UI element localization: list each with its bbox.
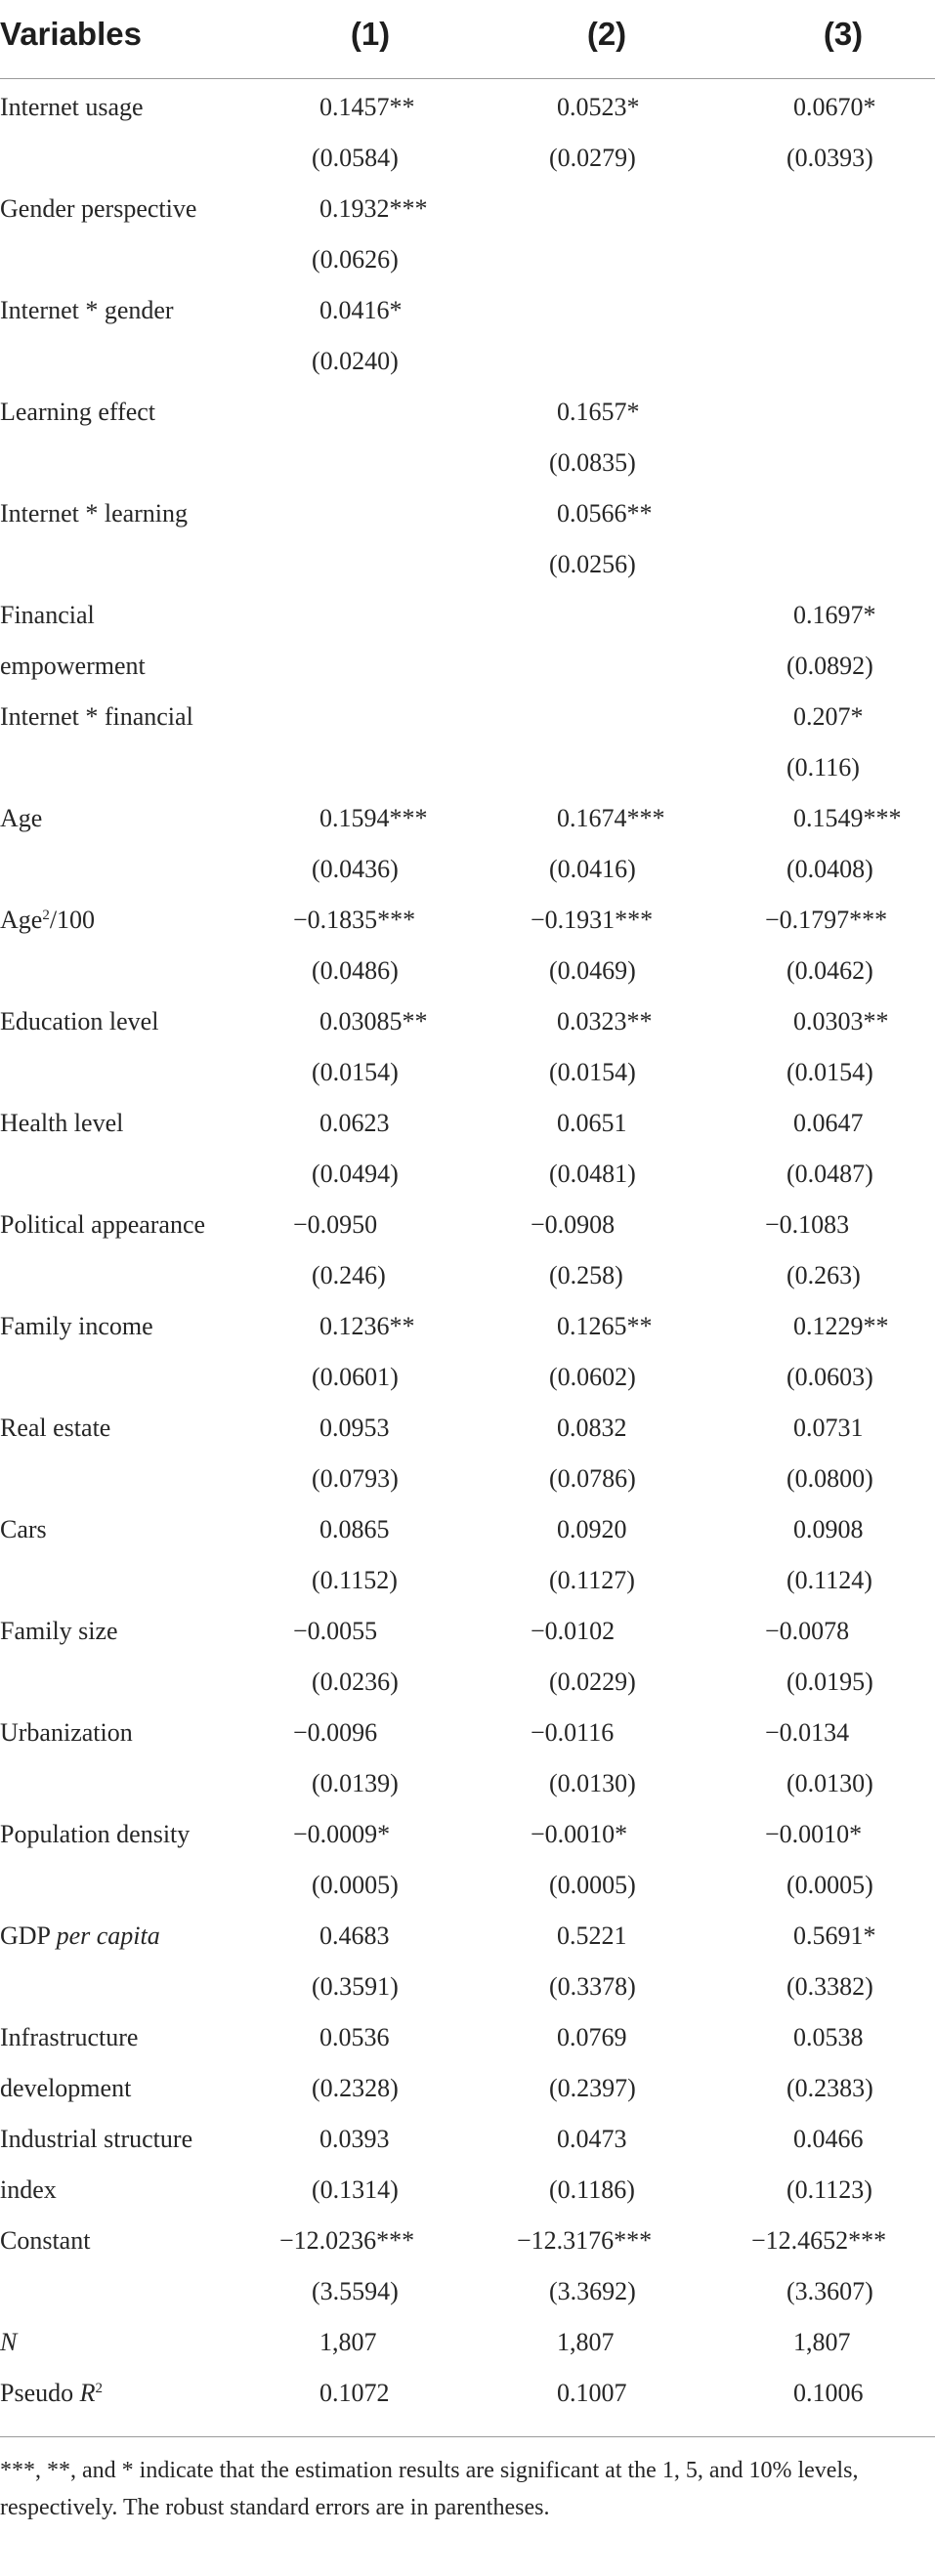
cell-col-1: −0.0096: [293, 1718, 378, 1747]
cell-col-2: (0.0279): [549, 144, 636, 172]
cell-col-3: 1,807: [793, 2328, 851, 2356]
row-label: [0, 82, 144, 133]
cell-col-2: 0.0566**: [557, 499, 653, 528]
table-row: [0, 2012, 935, 2063]
row-label: [0, 488, 188, 539]
table-row: [0, 2063, 935, 2114]
cell-col-2: (0.2397): [549, 2074, 636, 2102]
cell-col-1: 0.0953: [319, 1414, 390, 1442]
header-rule: [0, 78, 935, 79]
cell-col-1: 0.1932***: [319, 194, 428, 223]
cell-col-3: 0.1229**: [793, 1312, 889, 1340]
cell-col-3: 0.0908: [793, 1515, 864, 1543]
cell-col-3: 0.0538: [793, 2023, 864, 2051]
cell-col-1: −0.0009*: [293, 1820, 391, 1848]
cell-col-1: (0.0793): [312, 1464, 399, 1493]
cell-col-1: −12.0236***: [279, 2226, 415, 2255]
cell-col-1: 0.4683: [319, 1921, 390, 1950]
table-row: [0, 2216, 935, 2266]
cell-col-2: (0.258): [549, 1261, 623, 1289]
cell-col-1: (0.0240): [312, 347, 399, 375]
row-label-superscript: 2: [95, 2381, 104, 2396]
cell-col-3: (0.0462): [786, 956, 873, 985]
cell-col-2: 1,807: [557, 2328, 615, 2356]
table-row: [0, 590, 935, 641]
table-row: [0, 1657, 935, 1708]
cell-col-3: (0.0487): [786, 1160, 873, 1188]
cell-col-1: (0.0486): [312, 956, 399, 985]
table-row: [0, 1758, 935, 1809]
cell-col-1: 0.1072: [319, 2379, 390, 2407]
table-row: [0, 285, 935, 336]
cell-col-1: (0.0154): [312, 1058, 399, 1086]
table-header: [0, 0, 935, 78]
row-label: [0, 1708, 133, 1758]
table-row: [0, 539, 935, 590]
cell-col-1: −0.1835***: [293, 906, 416, 934]
cell-col-1: 0.1236**: [319, 1312, 415, 1340]
cell-col-1: 0.0536: [319, 2023, 390, 2051]
row-label-text: Cars: [0, 1515, 47, 1543]
table-row: [0, 793, 935, 844]
cell-col-1: 0.1457**: [319, 93, 415, 121]
table-row: [0, 184, 935, 234]
cell-col-3: −12.4652***: [751, 2226, 887, 2255]
table-row: [0, 1504, 935, 1555]
table-row: [0, 692, 935, 742]
row-label: [0, 285, 174, 336]
cell-col-1: 0.03085**: [319, 1007, 428, 1035]
cell-col-2: (0.0229): [549, 1668, 636, 1696]
cell-col-2: 0.0523*: [557, 93, 640, 121]
cell-col-1: 0.0865: [319, 1515, 390, 1543]
row-label-text: Internet * gender: [0, 296, 174, 324]
cell-col-3: (0.263): [786, 1261, 861, 1289]
cell-col-2: 0.0769: [557, 2023, 627, 2051]
row-label: [0, 590, 95, 641]
cell-col-1: (0.1314): [312, 2175, 399, 2204]
cell-col-1: (0.0584): [312, 144, 399, 172]
table-row: [0, 1149, 935, 1200]
table-row: [0, 1352, 935, 1403]
table-footnote: ***, **, and * indicate that the estimation results are significant at the 1, 5, and 10% levels, respectively. The robust standard errors are in parentheses.: [0, 2458, 859, 2520]
cell-col-2: 0.0323**: [557, 1007, 653, 1035]
row-label: [0, 2317, 17, 2368]
cell-col-3: (0.0130): [786, 1769, 873, 1797]
cell-col-2: (0.0835): [549, 448, 636, 477]
row-label-suffix: /100: [49, 906, 96, 934]
cell-col-1: (0.0005): [312, 1871, 399, 1899]
cell-col-2: 0.0651: [557, 1109, 627, 1137]
table-row: [0, 996, 935, 1047]
header-col-1: (1): [350, 16, 391, 52]
row-label: [0, 2114, 192, 2165]
cell-col-2: (0.0256): [549, 550, 636, 578]
row-label-text: Infrastructure: [0, 2023, 139, 2051]
cell-col-3: (0.0195): [786, 1668, 873, 1696]
cell-col-3: −0.0078: [765, 1617, 850, 1645]
cell-col-3: (0.116): [786, 753, 860, 781]
cell-col-2: −0.1931***: [531, 906, 654, 934]
cell-col-3: 0.5691*: [793, 1921, 876, 1950]
cell-col-3: (0.0800): [786, 1464, 873, 1493]
row-label: [0, 1911, 160, 1962]
cell-col-3: 0.1006: [793, 2379, 864, 2407]
table-row: [0, 234, 935, 285]
table-row: [0, 2317, 935, 2368]
cell-col-3: (0.0154): [786, 1058, 873, 1086]
cell-col-2: 0.0473: [557, 2125, 627, 2153]
cell-col-2: −0.0908: [531, 1210, 616, 1239]
row-label-text: Internet * financial: [0, 702, 193, 731]
table-row: [0, 1606, 935, 1657]
table-row: [0, 1047, 935, 1098]
cell-col-1: (0.2328): [312, 2074, 399, 2102]
row-label-text: Education level: [0, 1007, 159, 1035]
cell-col-3: (0.0005): [786, 1871, 873, 1899]
cell-col-1: 0.0623: [319, 1109, 390, 1137]
table-row: [0, 641, 935, 692]
table-row: [0, 1860, 935, 1911]
cell-col-2: (0.0481): [549, 1160, 636, 1188]
table-row: [0, 2114, 935, 2165]
table-row: [0, 1403, 935, 1454]
row-label-text: Family size: [0, 1617, 118, 1645]
cell-col-3: (0.3382): [786, 1972, 873, 2001]
table-row: [0, 742, 935, 793]
row-label: [0, 1504, 47, 1555]
cell-col-1: 0.0393: [319, 2125, 390, 2153]
table-row: [0, 2368, 935, 2419]
table-row: [0, 387, 935, 438]
cell-col-1: −0.0055: [293, 1617, 378, 1645]
cell-col-1: (0.0436): [312, 855, 399, 883]
cell-col-2: (0.0469): [549, 956, 636, 985]
row-label-text: Internet usage: [0, 93, 144, 121]
cell-col-3: (0.1123): [786, 2175, 872, 2204]
table-row: [0, 1555, 935, 1606]
cell-col-2: 0.5221: [557, 1921, 627, 1950]
row-label: [0, 2216, 90, 2266]
row-label-text: Population density: [0, 1820, 191, 1848]
row-label-text: Constant: [0, 2226, 91, 2255]
table-row: [0, 1454, 935, 1504]
cell-col-3: 0.0670*: [793, 93, 876, 121]
row-label-text: development: [0, 2074, 132, 2102]
cell-col-2: (0.0130): [549, 1769, 636, 1797]
table-row: [0, 133, 935, 184]
cell-col-2: −0.0010*: [531, 1820, 628, 1848]
table-body: [0, 82, 935, 2419]
cell-col-3: (3.3607): [786, 2277, 873, 2305]
row-label-text: Industrial structure: [0, 2125, 193, 2153]
table-row: [0, 1809, 935, 1860]
cell-col-2: −12.3176***: [517, 2226, 653, 2255]
row-label: [0, 1809, 190, 1860]
cell-col-3: (0.0393): [786, 144, 873, 172]
cell-col-3: −0.1083: [765, 1210, 850, 1239]
header-col-3: (3): [823, 16, 864, 52]
bottom-rule: [0, 2436, 935, 2437]
row-label-text: Urbanization: [0, 1718, 133, 1747]
row-label-italic: R: [79, 2379, 96, 2407]
cell-col-1: (0.0494): [312, 1160, 399, 1188]
cell-col-3: 0.0647: [793, 1109, 864, 1137]
cell-col-1: (0.0626): [312, 245, 399, 274]
table-row: [0, 488, 935, 539]
row-label-text: Age: [0, 804, 43, 832]
row-label: [0, 1403, 110, 1454]
row-label: [0, 1301, 153, 1352]
table-row: [0, 2165, 935, 2216]
row-label: [0, 692, 193, 742]
cell-col-1: (0.1152): [312, 1566, 398, 1594]
row-label: [0, 1098, 123, 1149]
cell-col-3: (0.0603): [786, 1363, 873, 1391]
cell-col-1: (0.0139): [312, 1769, 399, 1797]
row-label: [0, 2063, 131, 2114]
cell-col-3: 0.0466: [793, 2125, 864, 2153]
cell-col-3: (0.0892): [786, 652, 873, 680]
cell-col-2: −0.0102: [531, 1617, 616, 1645]
row-label-superscript: 2: [42, 908, 50, 923]
cell-col-3: −0.1797***: [765, 906, 888, 934]
cell-col-3: 0.1549***: [793, 804, 902, 832]
cell-col-1: 1,807: [319, 2328, 377, 2356]
row-label-text: Internet * learning: [0, 499, 189, 528]
cell-col-1: −0.0950: [293, 1210, 378, 1239]
row-label-text: Learning effect: [0, 398, 156, 426]
row-label-text: index: [0, 2175, 57, 2204]
cell-col-1: (0.0236): [312, 1668, 399, 1696]
cell-col-3: 0.0303**: [793, 1007, 889, 1035]
cell-col-2: (0.0005): [549, 1871, 636, 1899]
cell-col-3: −0.0134: [765, 1718, 850, 1747]
table-row: [0, 82, 935, 133]
cell-col-3: (0.2383): [786, 2074, 873, 2102]
cell-col-2: 0.1007: [557, 2379, 627, 2407]
row-label: [0, 996, 158, 1047]
row-label-text: Financial: [0, 601, 95, 629]
table-row: [0, 438, 935, 488]
cell-col-1: (0.3591): [312, 1972, 399, 2001]
cell-col-3: (0.0408): [786, 855, 873, 883]
cell-col-1: (3.5594): [312, 2277, 399, 2305]
table-row: [0, 1911, 935, 1962]
row-label: [0, 2368, 103, 2419]
row-label: [0, 184, 196, 234]
cell-col-2: (0.1127): [549, 1566, 635, 1594]
cell-col-3: (0.1124): [786, 1566, 872, 1594]
table-row: [0, 844, 935, 895]
table-row: [0, 1200, 935, 1250]
row-label-text: Health level: [0, 1109, 124, 1137]
row-label-italic: per capita: [56, 1921, 160, 1950]
cell-col-1: 0.0416*: [319, 296, 403, 324]
row-label-text: empowerment: [0, 652, 146, 680]
table-row: [0, 1098, 935, 1149]
cell-col-1: 0.1594***: [319, 804, 428, 832]
cell-col-3: 0.0731: [793, 1414, 864, 1442]
row-label-text: Age: [0, 906, 43, 934]
row-label-text: Political appearance: [0, 1210, 206, 1239]
cell-col-2: 0.1265**: [557, 1312, 653, 1340]
table-row: [0, 2266, 935, 2317]
row-label-italic: N: [0, 2328, 18, 2356]
table-row: [0, 1708, 935, 1758]
header-variables: Variables: [0, 16, 142, 52]
row-label-text: Gender perspective: [0, 194, 197, 223]
cell-col-2: 0.0920: [557, 1515, 627, 1543]
row-label: [0, 895, 95, 946]
table-row: [0, 1962, 935, 2012]
row-label: [0, 641, 146, 692]
cell-col-1: (0.246): [312, 1261, 386, 1289]
row-label: [0, 2165, 57, 2216]
cell-col-2: (0.0602): [549, 1363, 636, 1391]
row-label: [0, 2012, 138, 2063]
row-label-text: GDP: [0, 1921, 57, 1950]
cell-col-2: 0.1674***: [557, 804, 665, 832]
cell-col-2: (3.3692): [549, 2277, 636, 2305]
cell-col-2: (0.1186): [549, 2175, 635, 2204]
cell-col-2: 0.0832: [557, 1414, 627, 1442]
header-col-2: (2): [586, 16, 627, 52]
cell-col-2: (0.3378): [549, 1972, 636, 2001]
cell-col-1: (0.0601): [312, 1363, 399, 1391]
table-row: [0, 946, 935, 996]
row-label-text: Family income: [0, 1312, 153, 1340]
row-label-text: Real estate: [0, 1414, 111, 1442]
cell-col-2: −0.0116: [531, 1718, 615, 1747]
cell-col-3: −0.0010*: [765, 1820, 863, 1848]
table-row: [0, 895, 935, 946]
row-label: [0, 1200, 205, 1250]
row-label-text: Pseudo: [0, 2379, 80, 2407]
cell-col-2: (0.0416): [549, 855, 636, 883]
table-row: [0, 1250, 935, 1301]
cell-col-2: 0.1657*: [557, 398, 640, 426]
table-row: [0, 1301, 935, 1352]
cell-col-3: 0.1697*: [793, 601, 876, 629]
row-label: [0, 793, 42, 844]
cell-col-2: (0.0786): [549, 1464, 636, 1493]
row-label: [0, 1606, 118, 1657]
cell-col-2: (0.0154): [549, 1058, 636, 1086]
cell-col-3: 0.207*: [793, 702, 864, 731]
row-label: [0, 387, 155, 438]
table-row: [0, 336, 935, 387]
